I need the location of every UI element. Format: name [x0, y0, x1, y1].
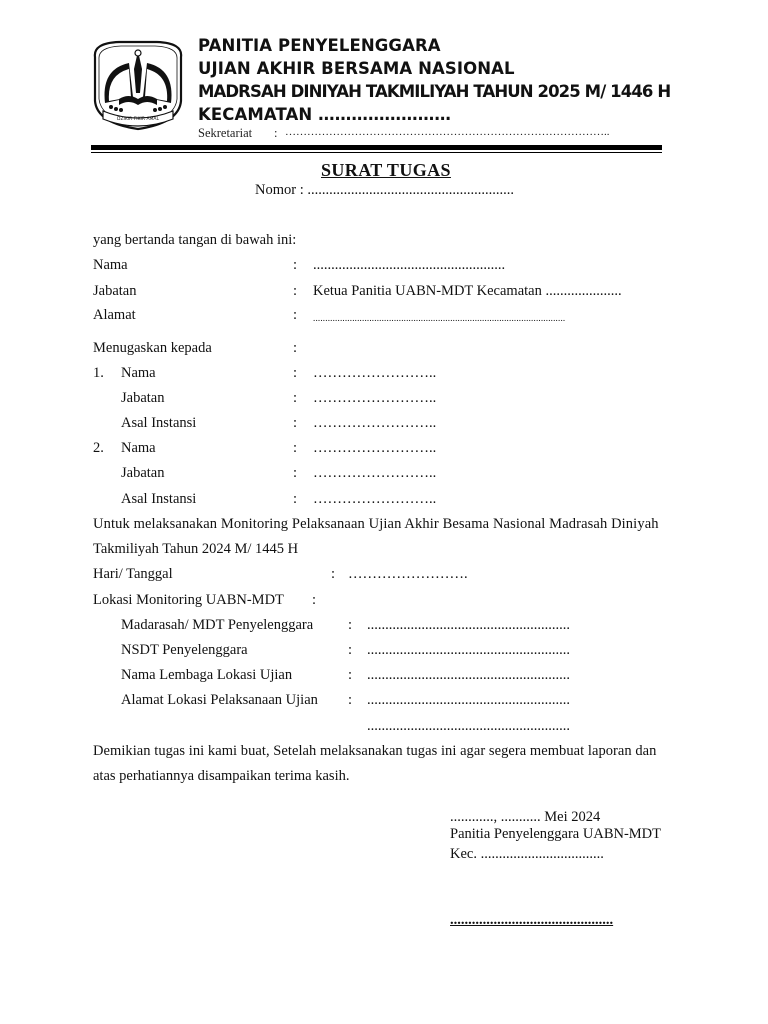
location-row-label: Alamat Lokasi Pelaksanaan Ujian	[121, 692, 318, 708]
assignee-institution-colon: :	[293, 491, 298, 507]
letter-title: SURAT TUGAS	[321, 160, 451, 180]
signer-name-value: .....................................................	[313, 257, 506, 273]
sekretariat-label: Sekretariat	[198, 126, 253, 140]
location-row-colon: :	[348, 667, 353, 683]
signer-address-value: .......................................................................................................	[313, 313, 566, 323]
assignee-position-label: Jabatan	[121, 390, 165, 406]
header-exam-name: UJIAN AKHIR BERSAMA NASIONAL	[198, 59, 515, 78]
signer-position-colon: :	[293, 283, 298, 299]
assignee-position-colon: :	[293, 390, 298, 406]
closing-text-line1: Demikian tugas ini kami buat, Setelah melaksanakan tugas ini agar segera membuat laporan dan	[93, 743, 657, 759]
assignee-name-value: ……………………..	[313, 365, 437, 381]
location-row-value: ........................................................	[367, 617, 570, 633]
location-row-colon: :	[348, 642, 353, 658]
header-rule-thin	[91, 152, 662, 153]
assignee-name-value: ……………………..	[313, 440, 437, 456]
intro-text: yang bertanda tangan di bawah ini:	[93, 232, 297, 248]
header-madrasah-year: MADRSAH DINIYAH TAKMILIYAH TAHUN 2025 M/ 1446 H	[198, 82, 671, 101]
sekretariat-address: ……………………………………………………………………………..	[285, 126, 610, 138]
assignee-position-colon: :	[293, 465, 298, 481]
signer-address-colon: :	[293, 307, 298, 323]
assignee-institution-value: ……………………..	[313, 491, 437, 507]
header-rule-thick	[91, 145, 662, 150]
location-row-value: ........................................................	[367, 692, 570, 708]
signer-position-label: Jabatan	[93, 283, 137, 299]
sign-name: .............................................	[450, 912, 614, 928]
location-colon: :	[312, 592, 317, 608]
purpose-text-line1: Untuk melaksanakan Monitoring Pelaksanaan Ujian Akhir Besama Nasional Madrasah Diniyah	[93, 516, 659, 532]
assignee-position-value: ……………………..	[313, 390, 437, 406]
assignee-position-value: ……………………..	[313, 465, 437, 481]
assignee-number: 1.	[93, 365, 104, 381]
assign-label: Menugaskan kepada	[93, 340, 212, 356]
date-label: Hari/ Tanggal	[93, 566, 173, 582]
date-colon: :	[331, 566, 336, 582]
location-row-label: Madarasah/ MDT Penyelenggara	[121, 617, 314, 633]
assignee-position-label: Jabatan	[121, 465, 165, 481]
sign-organization: Panitia Penyelenggara UABN-MDT	[450, 826, 662, 842]
location-row-colon: :	[348, 692, 353, 708]
letter-number: Nomor : .........................................................	[255, 182, 514, 198]
signer-position-value: Ketua Panitia UABN-MDT Kecamatan .....................	[313, 283, 622, 299]
assignee-institution-value: ……………………..	[313, 415, 437, 431]
location-row-value: ........................................................	[367, 642, 570, 658]
assignee-name-colon: :	[293, 365, 298, 381]
svg-text:DZIKIR FIKIR AMAL: DZIKIR FIKIR AMAL	[116, 117, 160, 122]
organization-logo	[89, 39, 187, 131]
location-row-value: ........................................................	[367, 667, 570, 683]
assignee-name-label: Nama	[121, 365, 156, 381]
sign-date: ............, ........... Mei 2024	[450, 809, 601, 825]
sekretariat-colon: :	[274, 126, 278, 140]
purpose-text-line2: Takmiliyah Tahun 2024 M/ 1445 H	[93, 541, 299, 557]
signer-address-label: Alamat	[93, 307, 136, 323]
location-label: Lokasi Monitoring UABN-MDT	[93, 592, 284, 608]
assignee-institution-label: Asal Instansi	[121, 415, 197, 431]
assign-colon: :	[293, 340, 298, 356]
assignee-institution-colon: :	[293, 415, 298, 431]
sign-kecamatan: Kec. ..................................	[450, 846, 604, 862]
assignee-name-colon: :	[293, 440, 298, 456]
assignee-number: 2.	[93, 440, 104, 456]
closing-text-line2: atas perhatiannya disampaikan terima kasih.	[93, 768, 350, 784]
location-row-label: NSDT Penyelenggara	[121, 642, 248, 658]
header-committee: PANITIA PENYELENGGARA	[198, 36, 441, 55]
assignee-name-label: Nama	[121, 440, 156, 456]
header-kecamatan: KECAMATAN ……………………	[198, 105, 451, 124]
signer-name-colon: :	[293, 257, 298, 273]
location-row-label: Nama Lembaga Lokasi Ujian	[121, 667, 293, 683]
location-extra-value: ........................................................	[367, 718, 570, 734]
signer-name-label: Nama	[93, 257, 128, 273]
location-row-colon: :	[348, 617, 353, 633]
assignee-institution-label: Asal Instansi	[121, 491, 197, 507]
date-value: …………………….	[348, 566, 468, 582]
